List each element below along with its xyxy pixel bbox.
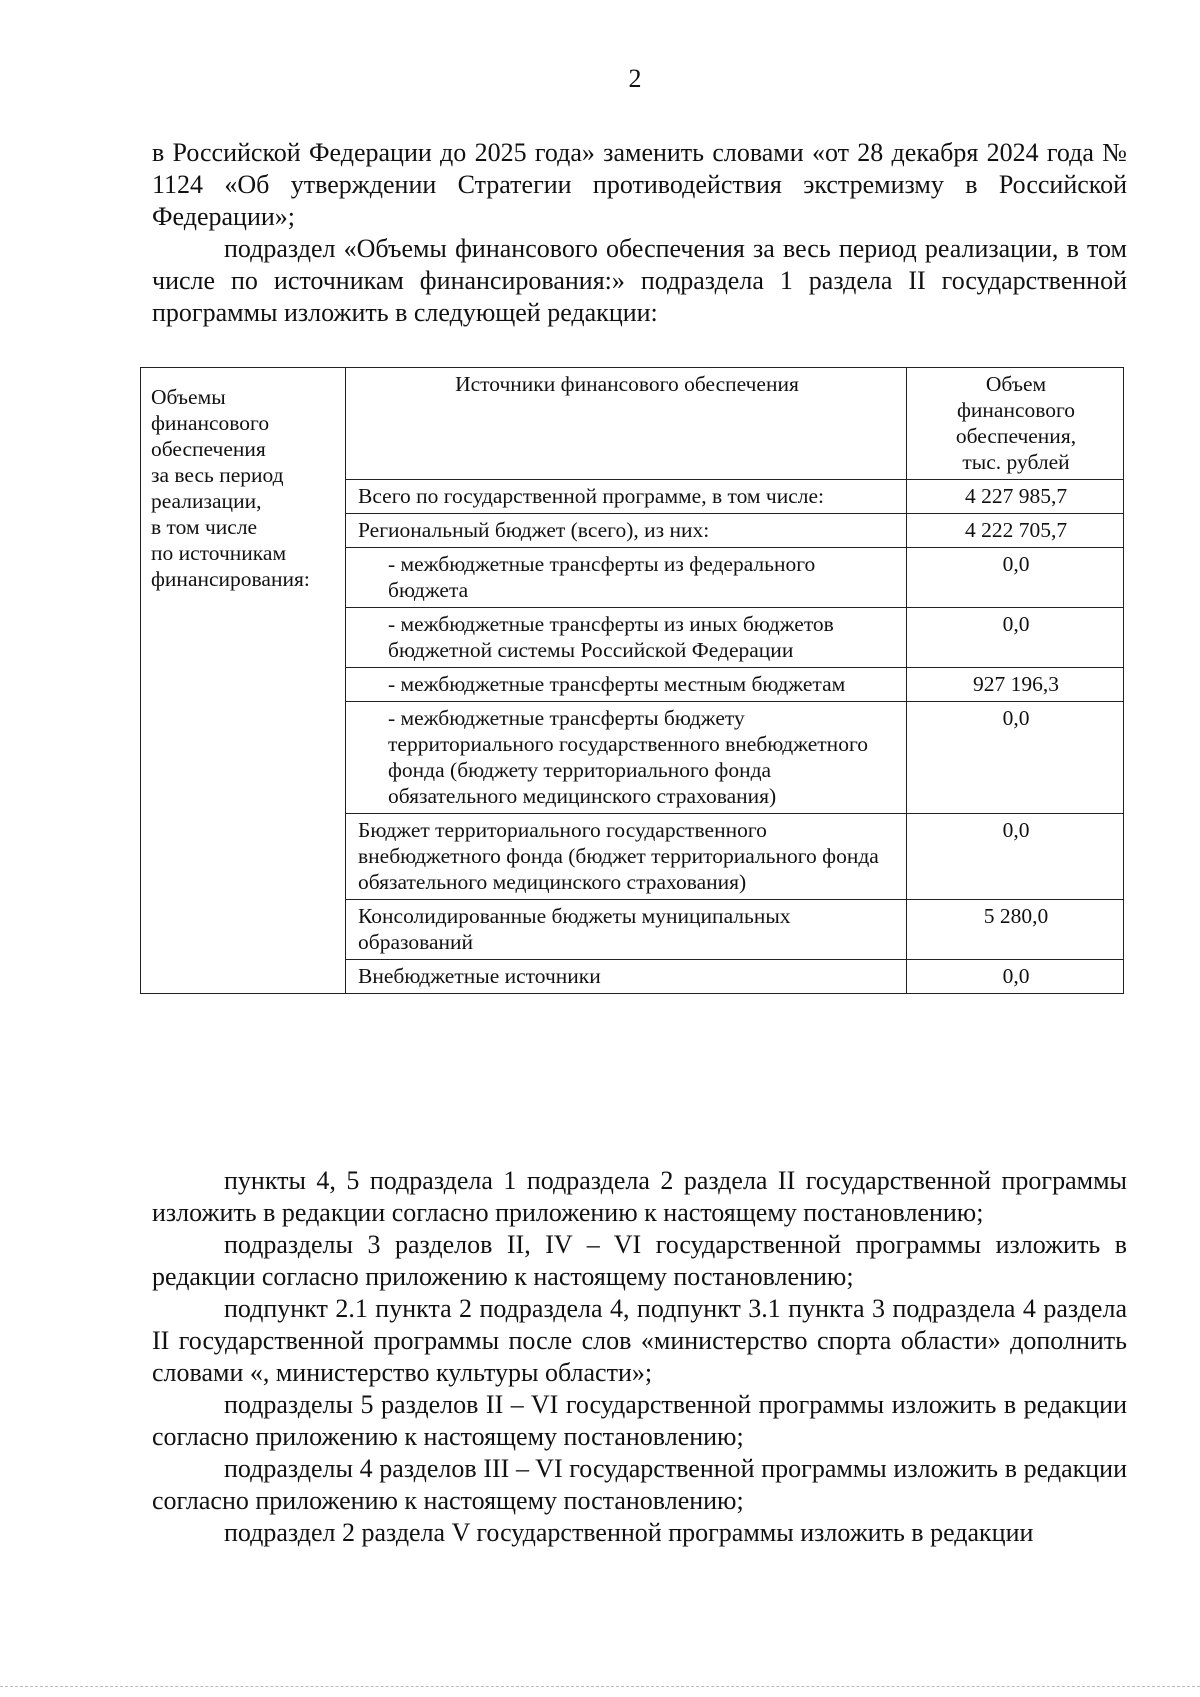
body-paragraph: пункты 4, 5 подраздела 1 подраздела 2 раздела II государственной программы изложить в редакции согласно приложению к настоящему постановлению; xyxy=(152,1166,1127,1227)
page-number: 2 xyxy=(628,64,642,93)
row-label-line: Объемы xyxy=(151,385,226,409)
body-paragraph: подразделы 5 разделов II – VI государственной программы изложить в редакции согласно приложению к настоящему постановлению; xyxy=(152,1390,1127,1451)
header-volume-line: Объем xyxy=(985,372,1047,396)
row-label-line: реализации, xyxy=(151,489,262,513)
source-cell: - межбюджетные трансферты местным бюджетам xyxy=(346,668,907,702)
row-label-line: в том числе xyxy=(151,515,258,539)
row-label-cell xyxy=(141,368,346,994)
header-volume-line: обеспечения, xyxy=(955,424,1077,448)
value-cell: 0,0 xyxy=(907,814,1124,900)
source-cell: - межбюджетные трансферты из федерального бюджета xyxy=(346,548,907,608)
value-cell: 4 222 705,7 xyxy=(907,514,1124,548)
value-cell: 0,0 xyxy=(907,608,1124,668)
value-cell: 927 196,3 xyxy=(907,668,1124,702)
table-header-row xyxy=(141,368,1124,480)
body-paragraph: подразделы 4 разделов III – VI государственной программы изложить в редакции согласно приложению к настоящему постановлению; xyxy=(152,1454,1127,1515)
header-volume-line: финансового xyxy=(956,398,1076,422)
value-cell: 5 280,0 xyxy=(907,900,1124,960)
row-label-line: финансового xyxy=(151,411,270,435)
source-cell: Внебюджетные источники xyxy=(346,960,907,994)
value-cell: 4 227 985,7 xyxy=(907,480,1124,514)
row-label-line: по источникам xyxy=(151,541,287,565)
source-cell: Консолидированные бюджеты муниципальных образований xyxy=(346,900,907,960)
source-cell: - межбюджетные трансферты бюджету территориального государственного внебюджетного фонда (бюджету территориального фонда обязательного медицинского страхования) xyxy=(346,702,907,814)
intro-text-block xyxy=(152,137,1127,329)
value-cell: 0,0 xyxy=(907,548,1124,608)
row-label-line: обеспечения xyxy=(151,437,266,461)
value-cell: 0,0 xyxy=(907,960,1124,994)
body-paragraph: подпункт 2.1 пункта 2 подраздела 4, подпункт 3.1 пункта 3 подраздела 4 раздела II государственной программы после слов «министерство спорта области» дополнить словами «, министерство культуры области»; xyxy=(152,1294,1127,1387)
body-paragraph: подраздел 2 раздела V государственной программы изложить в редакции xyxy=(224,1518,1034,1547)
financing-table xyxy=(140,367,1124,994)
body-paragraph: подразделы 3 разделов II, IV – VI государственной программы изложить в редакции согласно приложению к настоящему постановлению; xyxy=(152,1230,1127,1291)
source-cell: - межбюджетные трансферты из иных бюджетов бюджетной системы Российской Федерации xyxy=(346,608,907,668)
source-cell: Всего по государственной программе, в том числе: xyxy=(346,480,907,514)
source-cell: Бюджет территориального государственного внебюджетного фонда (бюджет территориального фонда обязательного медицинского страхования) xyxy=(346,814,907,900)
body-text-block xyxy=(152,1165,1127,1549)
row-label-line: финансирования: xyxy=(151,567,310,591)
source-cell: Региональный бюджет (всего), из них: xyxy=(346,514,907,548)
row-label-line: за весь период xyxy=(151,463,284,487)
intro-paragraph: подраздел «Объемы финансового обеспечения за весь период реализации, в том числе по источникам финансирования:» подраздела 1 раздела II государственной программы изложить в следующей редакции: xyxy=(152,234,1127,327)
value-cell: 0,0 xyxy=(907,702,1124,814)
scan-edge-divider xyxy=(0,1686,1200,1687)
header-source: Источники финансового обеспечения xyxy=(346,368,907,480)
header-volume xyxy=(907,368,1124,480)
header-volume-line: тыс. рублей xyxy=(962,450,1070,474)
intro-paragraph: в Российской Федерации до 2025 года» заменить словами «от 28 декабря 2024 года № 1124 «Об утверждении Стратегии противодействия экстремизму в Российской Федерации»; xyxy=(152,138,1127,231)
